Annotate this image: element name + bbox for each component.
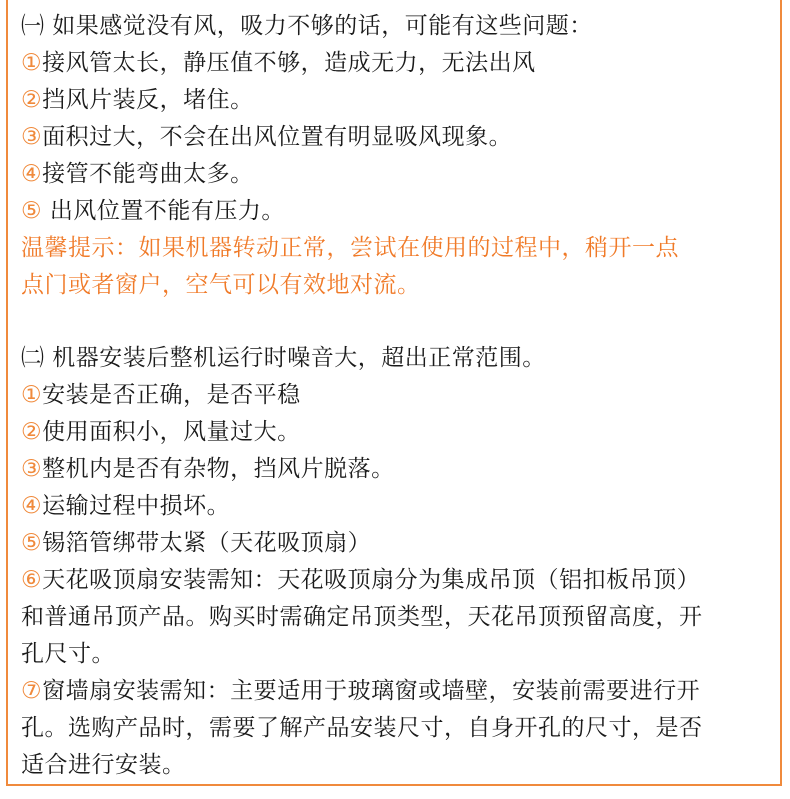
item-text: 运输过程中损坏。 (42, 493, 231, 519)
item-text: 窗墙扇安装需知：主要适用于玻璃窗或墙壁，安装前需要进行开 (42, 678, 701, 704)
item-number: ⑥ (21, 567, 43, 593)
item-number: ③ (21, 124, 43, 150)
item-text: 锡箔管绑带太紧（天花吸顶扇） (42, 530, 372, 556)
item-text: 接风管太长，静压值不够，造成无力，无法出风 (42, 50, 536, 76)
item-number: ② (21, 419, 43, 445)
section2-item-4 (21, 488, 776, 525)
item-text: 整机内是否有杂物，挡风片脱落。 (42, 456, 395, 482)
item-text: 天花吸顶扇安装需知：天花吸顶扇分为集成吊顶（铝扣板吊顶） (42, 567, 701, 593)
section2-item-7-line-3: 适合进行安装。 (21, 752, 186, 778)
item-number: ③ (21, 456, 43, 482)
item-text: 安装是否正确，是否平稳 (42, 382, 301, 408)
item-text: 使用面积小，风量过大。 (42, 419, 301, 445)
item-number: ① (21, 382, 43, 408)
section2-item-6-line-1 (21, 562, 776, 599)
section2-item-2 (21, 414, 776, 451)
item-number: ② (21, 87, 43, 113)
item-number: ④ (21, 161, 43, 187)
section2-item-5 (21, 525, 776, 562)
warm-tip-line-2: 点门或者窗户，空气可以有效地对流。 (21, 272, 421, 298)
item-number: ① (21, 50, 43, 76)
section1-item-2 (21, 82, 776, 119)
item-text: 接管不能弯曲太多。 (42, 161, 254, 187)
section2-item-3 (21, 451, 776, 488)
item-number: ⑦ (21, 678, 43, 704)
section2-item-7-line-1 (21, 673, 776, 710)
item-number: ⑤ (21, 198, 43, 224)
section2-heading: ㈡ 机器安装后整机运行时噪音大，超出正常范围。 (21, 345, 546, 371)
item-text: 挡风片装反，堵住。 (42, 87, 254, 113)
item-number: ④ (21, 493, 43, 519)
section2-item-1 (21, 377, 776, 414)
section1-item-3 (21, 119, 776, 156)
section-spacer (21, 304, 776, 340)
troubleshooting-document (21, 8, 776, 784)
section1-item-5 (21, 193, 776, 230)
section2-item-6-line-3: 孔尺寸。 (21, 641, 115, 667)
section2-item-7-line-2: 孔。选购产品时，需要了解产品安装尺寸，自身开孔的尺寸，是否 (21, 715, 703, 741)
item-text: 面积过大，不会在出风位置有明显吸风现象。 (42, 124, 513, 150)
item-text: 出风位置不能有压力。 (42, 198, 285, 224)
section1-heading: ㈠ 如果感觉没有风，吸力不够的话，可能有这些问题： (21, 13, 593, 39)
section1-item-1 (21, 45, 776, 82)
section1-item-4 (21, 156, 776, 193)
warm-tip-line-1: 温馨提示：如果机器转动正常，尝试在使用的过程中，稍开一点 (21, 235, 679, 261)
section2-item-6-line-2: 和普通吊顶产品。购买时需确定吊顶类型，天花吊顶预留高度，开 (21, 604, 703, 630)
item-number: ⑤ (21, 530, 43, 556)
